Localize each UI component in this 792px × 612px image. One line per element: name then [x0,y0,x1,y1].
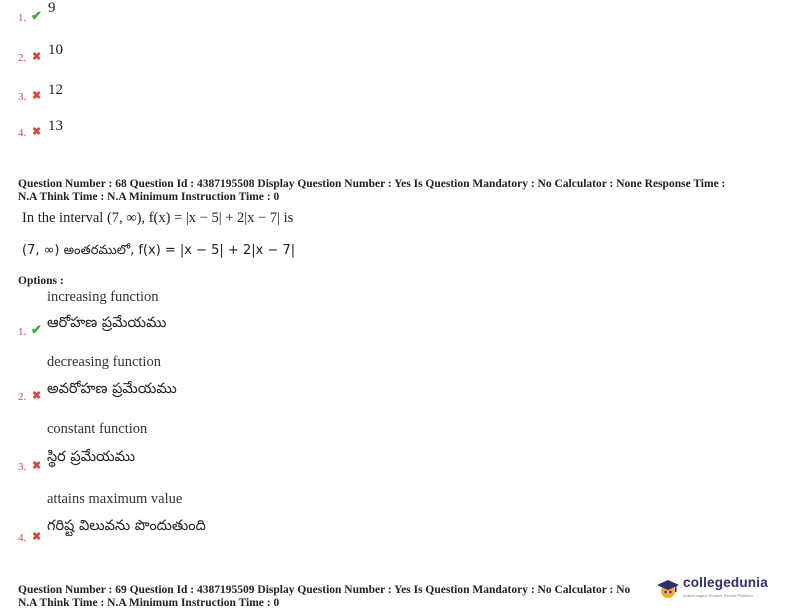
question-text-telugu: (7, ∞) అంతరములో, f(x) = |x − 5| + 2|x − 7| [22,243,296,258]
option-number: 4. [18,532,27,544]
check-icon: ✔ [31,322,42,337]
cross-icon: ✖ [32,90,42,102]
option-number: 2. [18,391,27,403]
options-label: Options : [18,275,64,287]
collegedunia-logo [656,576,786,602]
option-telugu: ఆరోహణ ప్రమేయము [47,315,167,331]
brand-name: collegedunia [683,575,768,590]
option-number: 2. [18,52,27,64]
option-english: increasing function [47,289,159,305]
cross-icon: ✖ [32,126,42,138]
brand-tagline: India's largest Student Review Platform [683,593,753,598]
option-english: attains maximum value [47,491,183,507]
check-icon: ✔ [31,8,42,23]
graduation-cap-icon [656,579,680,599]
cross-icon: ✖ [32,390,42,402]
cross-icon: ✖ [32,460,42,472]
option-number: 3. [18,461,27,473]
question-meta-line2: N.A Think Time : N.A Minimum Instruction Time : 0 [18,191,280,203]
option-number: 4. [18,127,27,139]
option-english: decreasing function [47,354,161,370]
option-value: 9 [48,0,56,16]
option-value: 12 [48,82,63,98]
option-number: 1. [18,326,27,338]
question-meta-line2: N.A Think Time : N.A Minimum Instruction Time : 0 [18,597,280,609]
cross-icon: ✖ [32,531,42,543]
option-telugu: అవరోహణ ప్రమేయము [47,381,177,397]
question-meta: Question Number : 69 Question Id : 4387195509 Display Question Number : Yes Is Question Mandatory : No Calculator : No [18,584,631,596]
option-number: 1. [18,12,27,24]
option-value: 10 [48,42,63,58]
question-meta: Question Number : 68 Question Id : 4387195508 Display Question Number : Yes Is Question Mandatory : No Calculator : None Response Time : [18,178,726,190]
option-english: constant function [47,421,148,437]
option-number: 3. [18,91,27,103]
option-telugu: స్థిర ప్రమేయము [47,449,136,465]
option-value: 13 [48,118,63,134]
question-text-english: In the interval (7, ∞), f(x) = |x − 5| + 2|x − 7| is [22,210,294,226]
cross-icon: ✖ [32,51,42,63]
option-telugu: గరిష్ట విలువను పొందుతుంది [47,518,206,534]
